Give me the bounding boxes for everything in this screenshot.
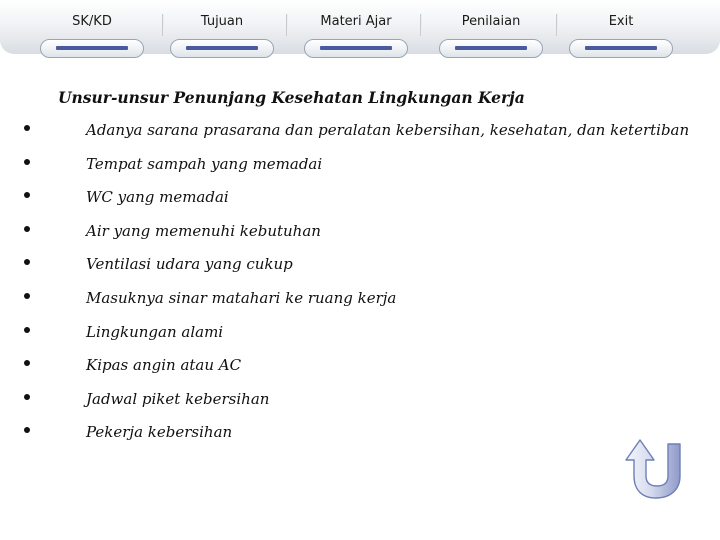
nav-label: SK/KD <box>72 14 112 29</box>
nav-button-tujuan[interactable] <box>162 0 282 60</box>
nav-pill[interactable] <box>304 39 408 58</box>
list-item-text: Ventilasi udara yang cukup <box>86 255 293 274</box>
list-item-text: Tempat sampah yang memadai <box>86 154 323 173</box>
nav-button-exit[interactable] <box>561 0 681 60</box>
bullet-dot-icon <box>24 259 30 265</box>
nav-button-materi-ajar[interactable] <box>296 0 416 60</box>
nav-separator <box>556 14 558 36</box>
u-turn-arrow-icon <box>624 436 684 500</box>
nav-label: Penilaian <box>461 14 521 29</box>
nav-separator <box>420 14 422 36</box>
nav-pill-bar <box>186 46 258 50</box>
list-item-text: Adanya sarana prasarana dan peralatan kebersihan, kesehatan, dan ketertiban <box>86 121 690 139</box>
nav-pill[interactable] <box>40 39 144 58</box>
bullet-dot-icon <box>24 192 30 198</box>
list-item-text: Kipas angin atau AC <box>86 356 242 375</box>
nav-pill-bar <box>455 46 527 50</box>
list-item-text: Air yang memenuhi kebutuhan <box>86 221 321 240</box>
bullet-dot-icon <box>24 125 30 131</box>
bullet-dot-icon <box>24 159 30 165</box>
nav-pill[interactable] <box>439 39 543 58</box>
list-item-text: Lingkungan alami <box>86 322 224 341</box>
nav-pill-bar <box>320 46 392 50</box>
nav-button-penilaian[interactable] <box>431 0 551 60</box>
nav-button-sk-kd[interactable] <box>32 0 152 60</box>
nav-label: Materi Ajar <box>320 14 392 29</box>
list-item-text: Masuknya sinar matahari ke ruang kerja <box>86 288 397 307</box>
bullet-dot-icon <box>24 327 30 333</box>
bullet-dot-icon <box>24 293 30 299</box>
list-item-text: Jadwal piket kebersihan <box>86 389 270 408</box>
nav-pill-bar <box>585 46 657 50</box>
back-button[interactable] <box>624 436 684 500</box>
bullet-dot-icon <box>24 427 30 433</box>
nav-pill[interactable] <box>569 39 673 58</box>
list-item-text: Pekerja kebersihan <box>86 423 233 442</box>
bullet-dot-icon <box>24 226 30 232</box>
slide-title: Unsur-unsur Penunjang Kesehatan Lingkungan Kerja <box>58 88 525 107</box>
bullet-dot-icon <box>24 394 30 400</box>
bullet-dot-icon <box>24 360 30 366</box>
nav-separator <box>286 14 288 36</box>
nav-label: Exit <box>608 14 634 29</box>
nav-pill[interactable] <box>170 39 274 58</box>
list-item-text: WC yang memadai <box>86 188 229 207</box>
top-navigation-bar <box>0 0 720 60</box>
nav-pill-bar <box>56 46 128 50</box>
nav-label: Tujuan <box>200 14 244 29</box>
